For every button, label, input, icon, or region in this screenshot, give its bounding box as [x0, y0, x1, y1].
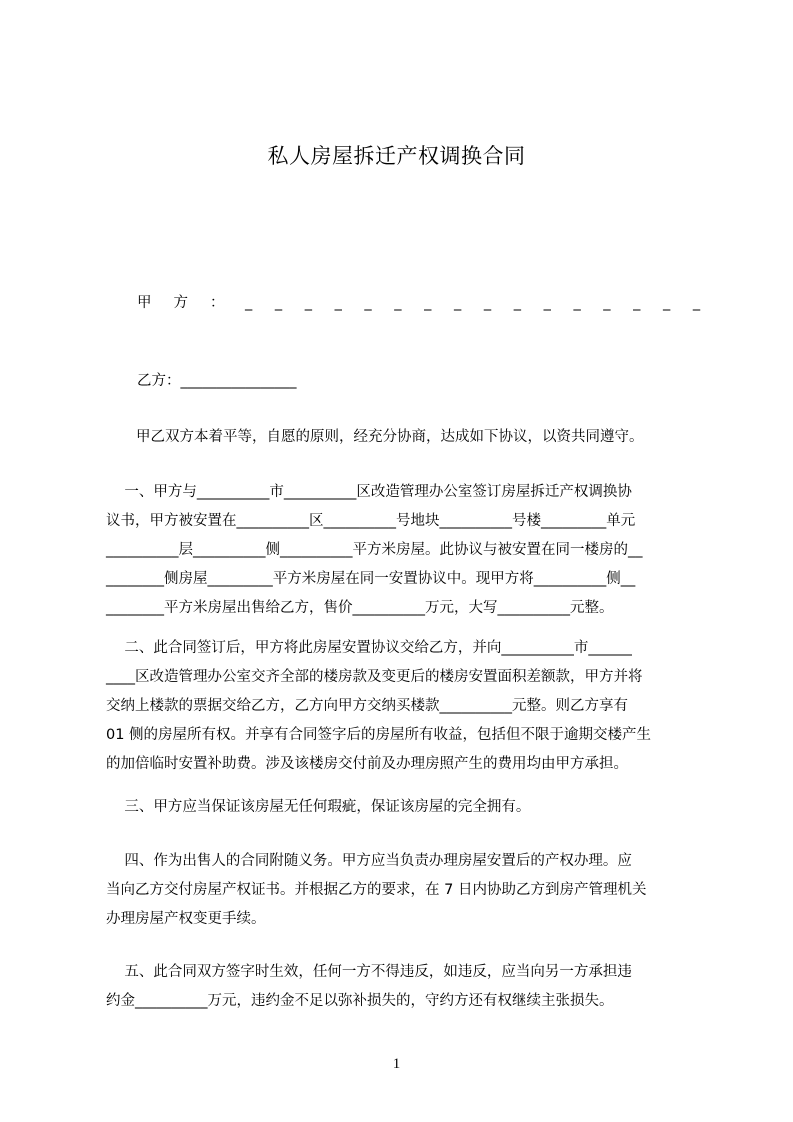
intro-line: 甲乙双方本着平等，自愿的原则，经充分协商，达成如下协议，以资共同遵守。 [136, 429, 644, 445]
section-5 [106, 958, 702, 1016]
party-a-blank: _ _ _ _ _ _ _ _ _ _ _ _ _ _ _ _ [245, 295, 710, 311]
section-1-line: ________侧房屋_________平方米房屋在同一安置协议中。现甲方将__________侧__ [106, 571, 636, 587]
party-a-label: 甲方： [137, 295, 247, 311]
section-4-line: 四、作为出售人的合同附随义务。甲方应当负责办理房屋安置后的产权办理。应 [106, 853, 632, 869]
section-2 [106, 634, 702, 779]
section-4 [106, 847, 702, 934]
document-title: 私人房屋拆迁产权调换合同 [267, 144, 526, 168]
page-number: 1 [392, 1056, 401, 1072]
section-1-line: 一、甲方与__________市__________区改造管理办公室签订房屋拆迁产权调换协 [106, 484, 632, 500]
section-4-line: 办理房屋产权变更手续。 [106, 911, 266, 927]
section-2-line: 二、此合同签订后，甲方将此房屋安置协议交给乙方，并向__________市______ [106, 640, 632, 656]
section-5-line: 约金__________万元，违约金不足以弥补损失的，守约方还有权继续主张损失。 [106, 993, 614, 1009]
party-b-line: 乙方：________________ [137, 373, 297, 389]
intro-paragraph [106, 423, 702, 452]
section-2-line: 01 侧的房屋所有权。并享有合同签字后的房屋所有收益，包括但不限于逾期交楼产生 [106, 727, 652, 743]
section-1 [106, 478, 702, 623]
section-1-line: __________层__________侧__________平方米房屋。此协议与被安置在同一楼房的__ [106, 542, 643, 558]
section-3-line: 三、甲方应当保证该房屋无任何瑕疵，保证该房屋的完全拥有。 [106, 799, 531, 815]
section-2-line: ____区改造管理办公室交齐全部的楼房款及变更后的楼房安置面积差额款，甲方并将 [106, 669, 643, 685]
section-1-line: ________平方米房屋出售给乙方，售价__________万元，大写__________元整。 [106, 600, 614, 616]
section-5-line: 五、此合同双方签字时生效，任何一方不得违反，如违反，应当向另一方承担违 [106, 964, 632, 980]
section-1-line: 议书，甲方被安置在__________区__________号地块__________号楼_________单元 [106, 513, 636, 529]
section-2-line: 的加倍临时安置补助费。涉及该楼房交付前及办理房照产生的费用均由甲方承担。 [106, 756, 628, 772]
section-4-line: 当向乙方交付房屋产权证书。并根据乙方的要求，在 7 日内协助乙方到房产管理机关 [106, 882, 647, 898]
party-a-line [137, 291, 709, 315]
section-2-line: 交纳上楼款的票据交给乙方，乙方向甲方交纳买楼款__________元整。则乙方享有 [106, 698, 628, 714]
section-3 [106, 793, 702, 822]
